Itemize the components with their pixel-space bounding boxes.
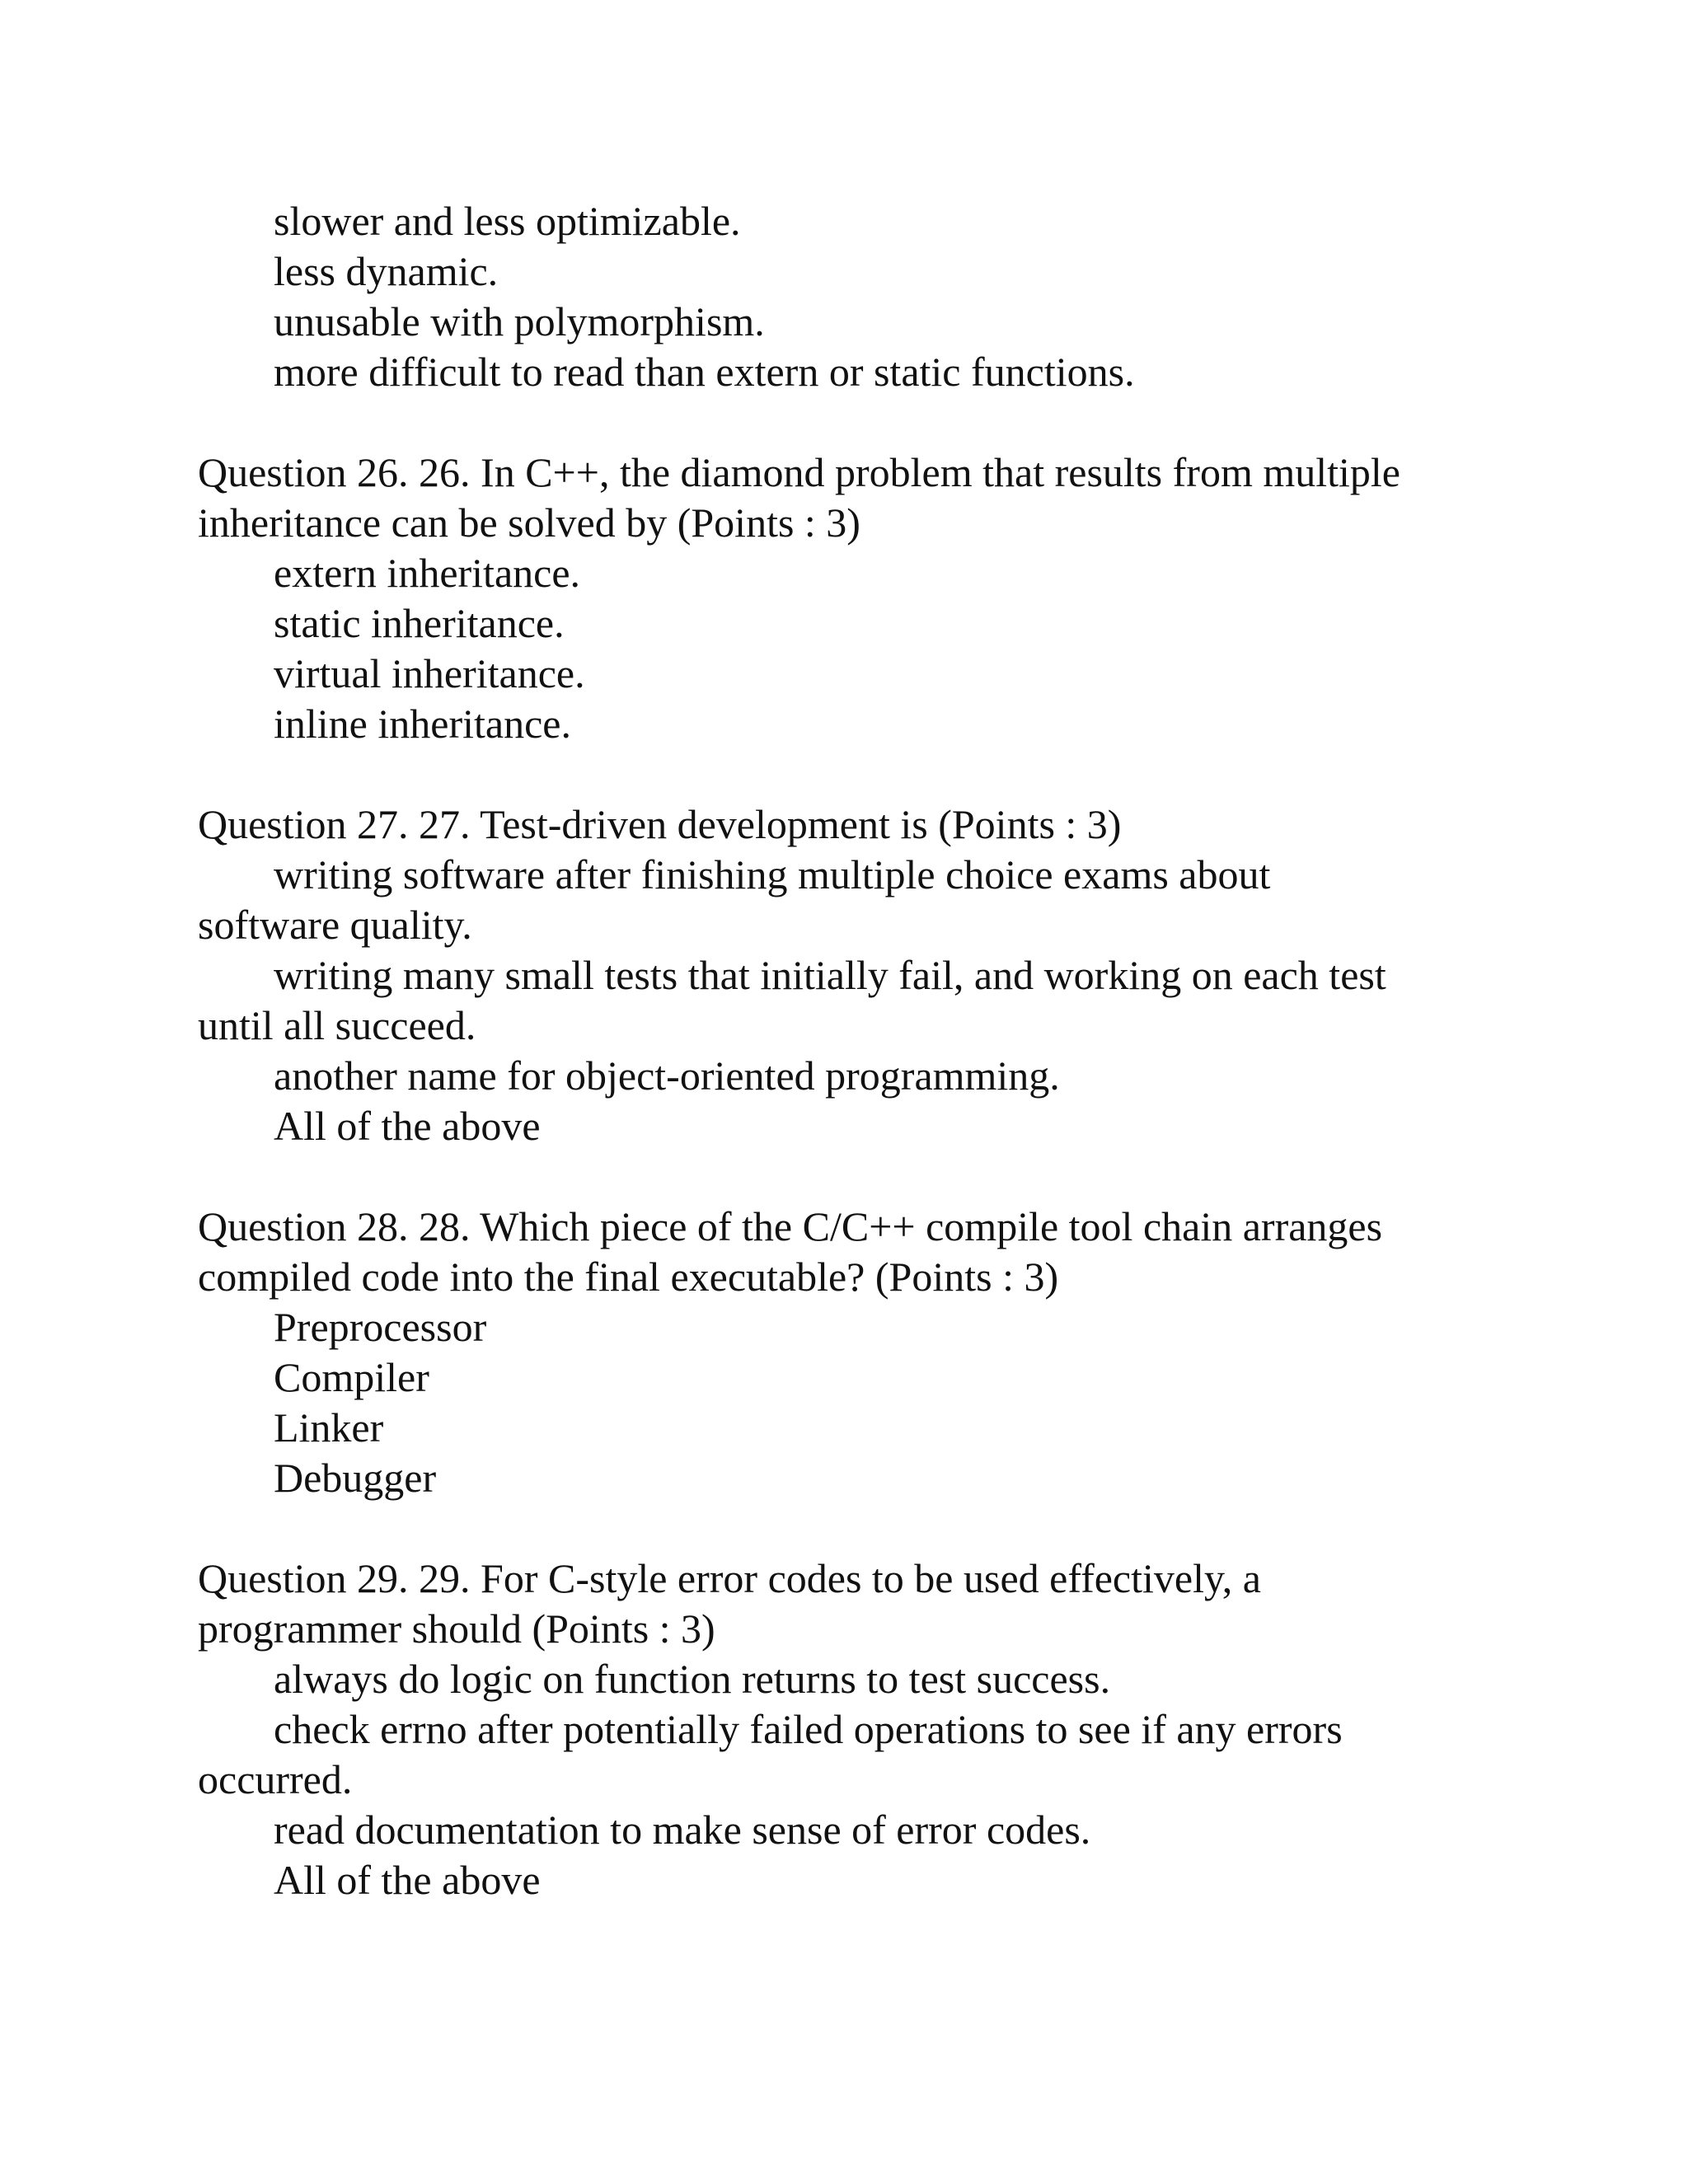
option-line: extern inheritance. — [274, 550, 581, 596]
question-text: programmer should (Points : 3) — [198, 1605, 715, 1652]
option-line: always do logic on function returns to test success. — [274, 1656, 1111, 1702]
option-continuation: occurred. — [198, 1756, 353, 1802]
question-text: Question 26. 26. In C++, the diamond problem that results from multiple — [198, 449, 1400, 495]
question-text: Question 28. 28. Which piece of the C/C++ compile tool chain arranges — [198, 1203, 1383, 1249]
option-line: inline inheritance. — [274, 701, 571, 747]
option-line: less dynamic. — [274, 248, 499, 294]
option-line: Linker — [274, 1404, 384, 1451]
option-line: Compiler — [274, 1354, 429, 1400]
option-line: slower and less optimizable. — [274, 198, 741, 244]
question-text: compiled code into the final executable? (Points : 3) — [198, 1254, 1059, 1300]
spacer — [198, 749, 1533, 799]
option-line: another name for object-oriented programming. — [274, 1052, 1060, 1099]
option-line: Preprocessor — [274, 1304, 487, 1350]
option-line: unusable with polymorphism. — [274, 298, 765, 344]
spacer — [198, 1151, 1533, 1202]
previous-question-options — [198, 196, 1533, 397]
option-line: All of the above — [274, 1857, 541, 1903]
question-27 — [198, 799, 1533, 1151]
question-26 — [198, 448, 1533, 749]
option-line: more difficult to read than extern or static functions. — [274, 349, 1135, 395]
option-line: static inheritance. — [274, 600, 565, 646]
option-line: All of the above — [274, 1103, 541, 1149]
option-line: read documentation to make sense of error codes. — [274, 1807, 1091, 1853]
question-29 — [198, 1554, 1533, 1905]
spacer — [198, 397, 1533, 448]
option-continuation: until all succeed. — [198, 1002, 476, 1048]
option-line: writing many small tests that initially fail, and working on each test — [274, 952, 1386, 998]
option-continuation: software quality. — [198, 902, 472, 948]
option-line: virtual inheritance. — [274, 650, 585, 696]
document-page — [198, 196, 1533, 1905]
spacer — [198, 1503, 1533, 1554]
question-text: Question 27. 27. Test-driven development is (Points : 3) — [198, 801, 1122, 847]
question-text: inheritance can be solved by (Points : 3) — [198, 499, 860, 546]
option-line: Debugger — [274, 1455, 437, 1501]
question-text: Question 29. 29. For C-style error codes to be used effectively, a — [198, 1555, 1261, 1601]
option-line: writing software after finishing multiple choice exams about — [274, 851, 1271, 898]
question-28 — [198, 1202, 1533, 1503]
option-line: check errno after potentially failed operations to see if any errors — [274, 1706, 1343, 1752]
